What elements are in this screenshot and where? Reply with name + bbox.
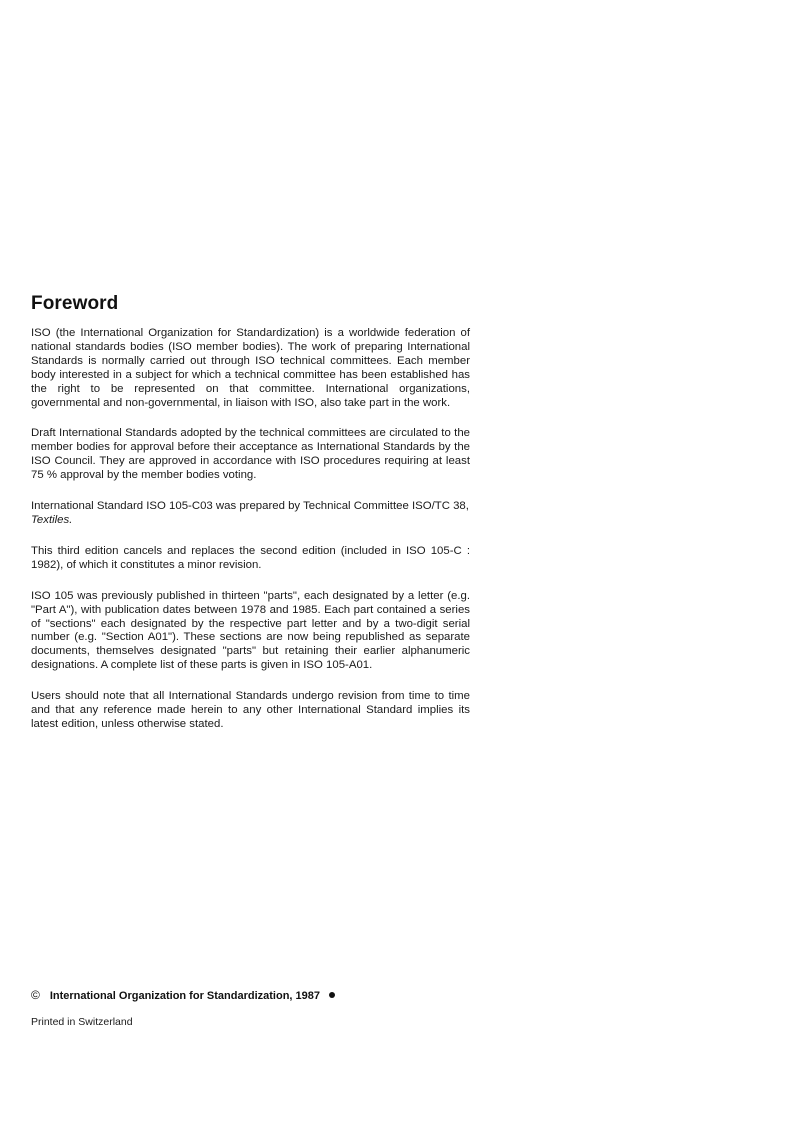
prepared-by-text: International Standard ISO 105-C03 was prepared by Technical Committee ISO/TC 38, bbox=[31, 500, 469, 513]
paragraph-draft-standards: Draft International Standards adopted by the technical committees are circulated to the member bodies for approval before their acceptance as International Standards by the ISO Council. They are approved in accordance with ISO procedures requiring at least 75 % approval by the member bodies voting. bbox=[31, 427, 470, 482]
page-title: Foreword bbox=[31, 293, 119, 314]
paragraph-prepared-by bbox=[31, 500, 470, 528]
copyright-line bbox=[31, 988, 335, 1002]
paragraph-revision-note: Users should note that all International Standards undergo revision from time to time and that any reference made herein to any other International Standard implies its latest edition, unless otherwise stated. bbox=[31, 690, 470, 730]
copyright-text: International Organization for Standardization, 1987 bbox=[49, 990, 320, 1002]
paragraph-history: ISO 105 was previously published in thirteen "parts", each designated by a letter (e.g. "Part A"), with publication dates between 1978 and 1985. Each part contained a series of "sections" each designated by the respective part letter and by a two-digit serial number (e.g. "Section A01"). These sections are now being republished as separate documents, themselves designated "parts" but retaining their earlier alphanumeric designations. A complete list of these parts is given in ISO 105-A01. bbox=[31, 589, 470, 672]
printed-in-line: Printed in Switzerland bbox=[31, 1016, 133, 1028]
foreword-body bbox=[31, 327, 470, 749]
bullet-icon bbox=[329, 992, 335, 998]
paragraph-iso-intro: ISO (the International Organization for Standardization) is a worldwide federation of national standards bodies (ISO member bodies). The work of preparing International Standards is normally carried out through ISO technical committees. Each member body interested in a subject for which a technical committee has been established has the right to be represented on that committee. International organizations, governmental and non-governmental, in liaison with ISO, also take part in the work. bbox=[31, 327, 470, 409]
paragraph-edition: This third edition cancels and replaces the second edition (included in ISO 105-C : 1982), of which it constitutes a minor revision. bbox=[31, 544, 470, 571]
copyright-icon: © bbox=[31, 988, 40, 1002]
committee-name: Textiles. bbox=[31, 513, 73, 526]
